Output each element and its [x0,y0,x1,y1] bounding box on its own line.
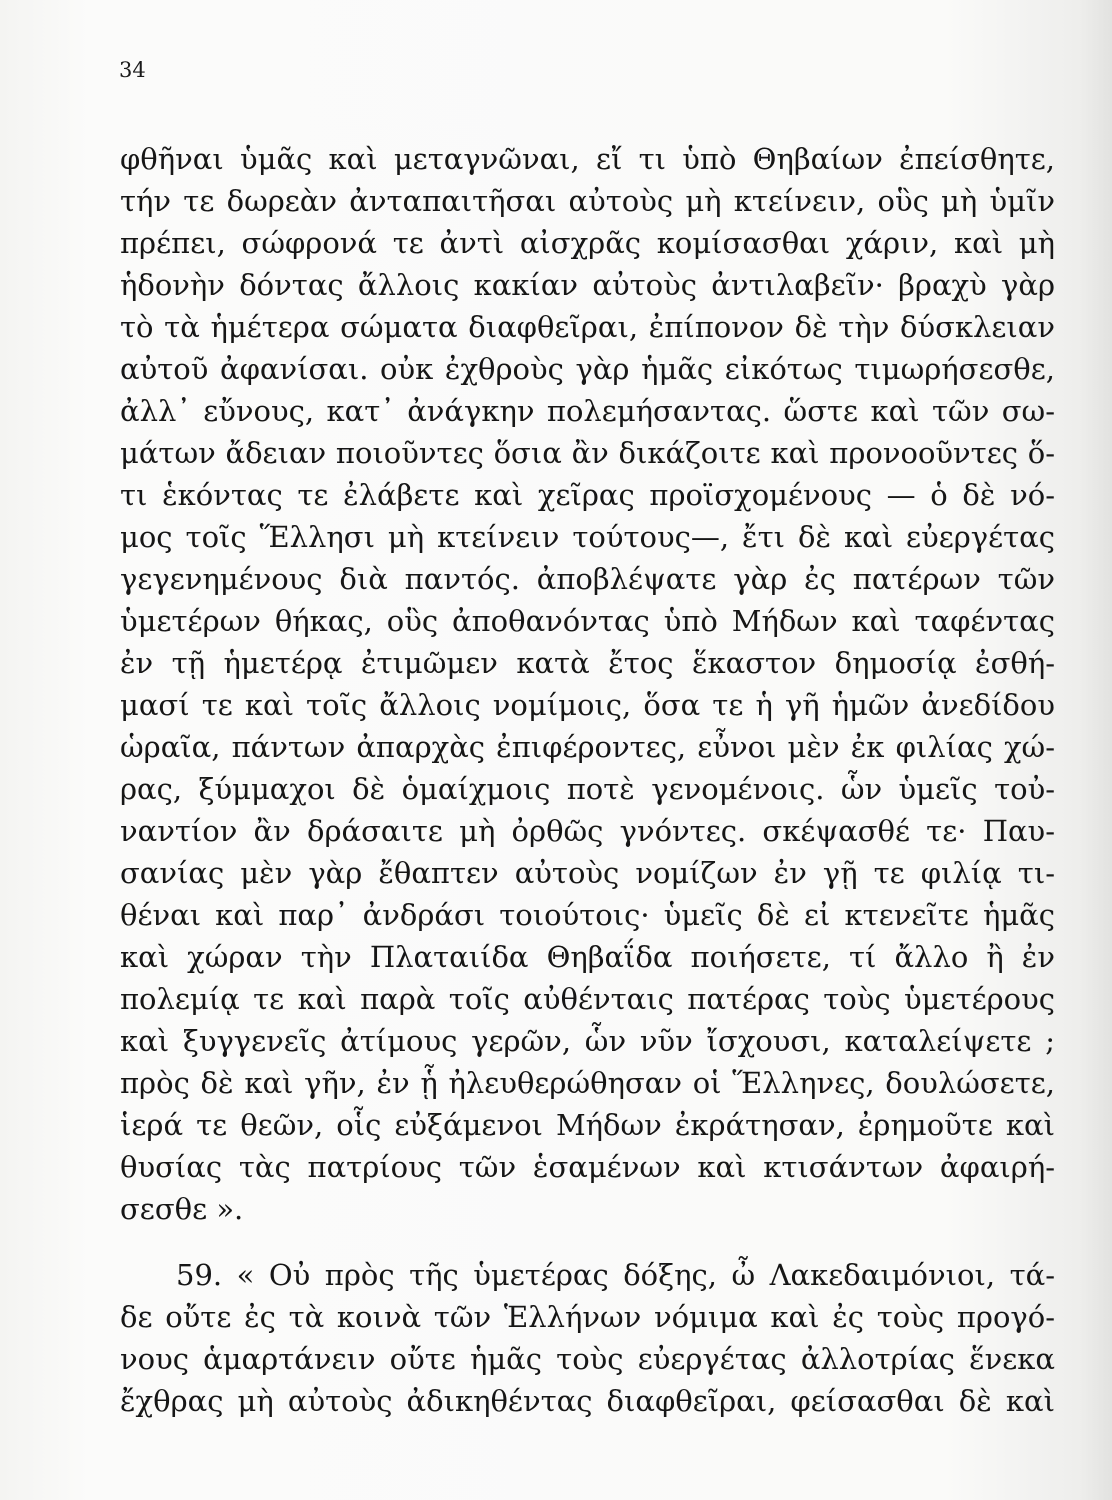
text-line: καὶ ξυγγενεῖς ἀτίμους γερῶν, ὧν νῦν ἴσχουσι, καταλείψετε ; [120,1024,1055,1058]
text-line: τι ἑκόντας τε ἐλάβετε καὶ χεῖρας προϊσχομένους — ὁ δὲ νό- [120,478,1055,512]
text-line: ἱερά τε θεῶν, οἷς εὐξάμενοι Μήδων ἐκράτησαν, ἐρημοῦτε καὶ [120,1108,1055,1142]
text-line: τήν τε δωρεὰν ἀνταπαιτῆσαι αὐτοὺς μὴ κτείνειν, οὓς μὴ ὑμῖν [120,184,1055,218]
text-line: πρέπει, σώφρονά τε ἀντὶ αἰσχρᾶς κομίσασθαι χάριν, καὶ μὴ [120,226,1055,260]
text-line: σανίας μὲν γὰρ ἔθαπτεν αὐτοὺς νομίζων ἐν γῇ τε φιλίᾳ τι- [120,856,1055,890]
text-line: θυσίας τὰς πατρίους τῶν ἑσαμένων καὶ κτισάντων ἀφαιρή- [120,1150,1055,1184]
page-number: 34 [119,58,146,82]
text-line: μος τοῖς Ἕλλησι μὴ κτείνειν τούτους—, ἔτι δὲ καὶ εὐεργέτας [120,520,1055,554]
text-line: ἡδονὴν δόντας ἄλλοις κακίαν αὐτοὺς ἀντιλαβεῖν· βραχὺ γὰρ [120,268,1055,302]
text-line: 59. « Οὐ πρὸς τῆς ὑμετέρας δόξης, ὦ Λακεδαιμόνιοι, τά- [176,1258,1055,1292]
text-line: σεσθε ». [120,1192,244,1226]
text-line: πολεμίᾳ τε καὶ παρὰ τοῖς αὐθένταις πατέρας τοὺς ὑμετέρους [120,982,1055,1016]
text-line: νους ἁμαρτάνειν οὔτε ἡμᾶς τοὺς εὐεργέτας ἀλλοτρίας ἕνεκα [120,1342,1055,1376]
text-line: θέναι καὶ παρ᾽ ἀνδράσι τοιούτοις· ὑμεῖς δὲ εἰ κτενεῖτε ἡμᾶς [120,898,1055,932]
text-line: αὐτοῦ ἀφανίσαι. οὐκ ἐχθροὺς γὰρ ἡμᾶς εἰκότως τιμωρήσεσθε, [120,352,1055,386]
text-line: ἐν τῇ ἡμετέρᾳ ἐτιμῶμεν κατὰ ἔτος ἕκαστον δημοσίᾳ ἐσθή- [120,646,1055,680]
text-line: μάτων ἄδειαν ποιοῦντες ὅσια ἂν δικάζοιτε καὶ προνοοῦντες ὅ- [120,436,1055,470]
text-line: τὸ τὰ ἡμέτερα σώματα διαφθεῖραι, ἐπίπονον δὲ τὴν δύσκλειαν [120,310,1055,344]
text-line: γεγενημένους διὰ παντός. ἀποβλέψατε γὰρ ἐς πατέρων τῶν [120,562,1055,596]
text-line: ὑμετέρων θήκας, οὓς ἀποθανόντας ὑπὸ Μήδων καὶ ταφέντας [120,604,1055,638]
text-line: φθῆναι ὑμᾶς καὶ μεταγνῶναι, εἴ τι ὑπὸ Θηβαίων ἐπείσθητε, [120,142,1055,176]
text-line: καὶ χώραν τὴν Πλαταιίδα Θηβαΐδα ποιήσετε, τί ἄλλο ἢ ἐν [120,940,1055,974]
text-line: ρας, ξύμμαχοι δὲ ὁμαίχμοις ποτὲ γενομένοις. ὧν ὑμεῖς τοὐ- [120,772,1055,806]
text-line: μασί τε καὶ τοῖς ἄλλοις νομίμοις, ὅσα τε ἡ γῆ ἡμῶν ἀνεδίδου [120,688,1055,722]
text-line: ἀλλ᾽ εὔνους, κατ᾽ ἀνάγκην πολεμήσαντας. ὥστε καὶ τῶν σω- [120,394,1055,428]
text-line: ὡραῖα, πάντων ἀπαρχὰς ἐπιφέροντες, εὖνοι μὲν ἐκ φιλίας χώ- [120,730,1055,764]
text-line: ναντίον ἂν δράσαιτε μὴ ὀρθῶς γνόντες. σκέψασθέ τε· Παυ- [120,814,1055,848]
text-line: ἔχθρας μὴ αὐτοὺς ἀδικηθέντας διαφθεῖραι, φείσασθαι δὲ καὶ [120,1384,1055,1418]
text-line: πρὸς δὲ καὶ γῆν, ἐν ᾗ ἠλευθερώθησαν οἱ Ἕλληνες, δουλώσετε, [120,1066,1055,1100]
text-line: δε οὔτε ἐς τὰ κοινὰ τῶν Ἑλλήνων νόμιμα καὶ ἐς τοὺς προγό- [120,1300,1055,1334]
